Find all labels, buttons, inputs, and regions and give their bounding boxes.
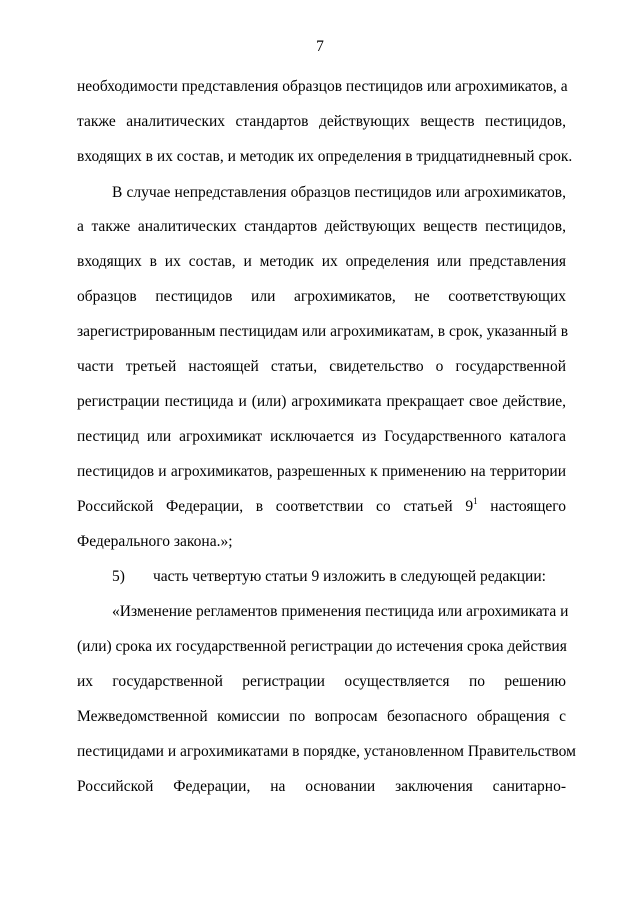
paragraph-2-line-6: части третьей настоящей статьи, свидетельство о государственной [77,358,566,375]
paragraph-2-line-5: зарегистрированным пестицидам или агрохимикатам, в срок, указанный в [77,323,569,340]
item-5-number: 5) [112,568,125,585]
paragraph-2-line-2: а также аналитических стандартов действующих веществ пестицидов, [77,218,566,235]
paragraph-1-line-2: также аналитических стандартов действующих веществ пестицидов, [77,113,566,130]
paragraph-2-line-1: В случае непредставления образцов пестицидов или агрохимикатов, [112,184,566,201]
paragraph-3-line-4: Межведомственной комиссии по вопросам безопасного обращения с [77,708,566,725]
paragraph-3-line-6: Российской Федерации, на основании заключения санитарно- [77,778,566,795]
paragraph-3-line-5: пестицидами и агрохимикатами в порядке, установленном Правительством [77,743,576,760]
paragraph-2-line-3: входящих в их состав, и методик их определения или представления [77,253,566,270]
paragraph-2-line-8: пестицид или агрохимикат исключается из Государственного каталога [77,428,566,445]
paragraph-1-line-1: необходимости представления образцов пестицидов или агрохимикатов, а [77,78,568,95]
paragraph-3-line-3: их государственной регистрации осуществляется по решению [77,673,566,690]
superscript-1: 1 [473,496,478,506]
paragraph-2-line-4: образцов пестицидов или агрохимикатов, не соответствующих [77,288,566,305]
paragraph-2-line-10-tail: настоящего [477,498,566,515]
paragraph-3-line-2: (или) срока их государственной регистрации до истечения срока действия [77,638,567,655]
paragraph-2-line-10-text: Российской Федерации, в соответствии со статьей 9 [77,498,474,515]
paragraph-2-line-10 [77,496,566,518]
paragraph-1-line-3: входящих в их состав, и методик их определения в тридцатидневный срок. [77,148,573,165]
paragraph-2-line-9: пестицидов и агрохимикатов, разрешенных к применению на территории [77,463,566,480]
paragraph-3-line-1: «Изменение регламентов применения пестицида или агрохимиката и [112,603,569,620]
paragraph-2-line-7: регистрации пестицида и (или) агрохимиката прекращает свое действие, [77,393,566,410]
page-number: 7 [316,38,324,55]
paragraph-2-last-line: Федерального закона.»; [77,533,233,550]
item-5-text: часть четвертую статьи 9 изложить в следующей редакции: [153,568,546,585]
